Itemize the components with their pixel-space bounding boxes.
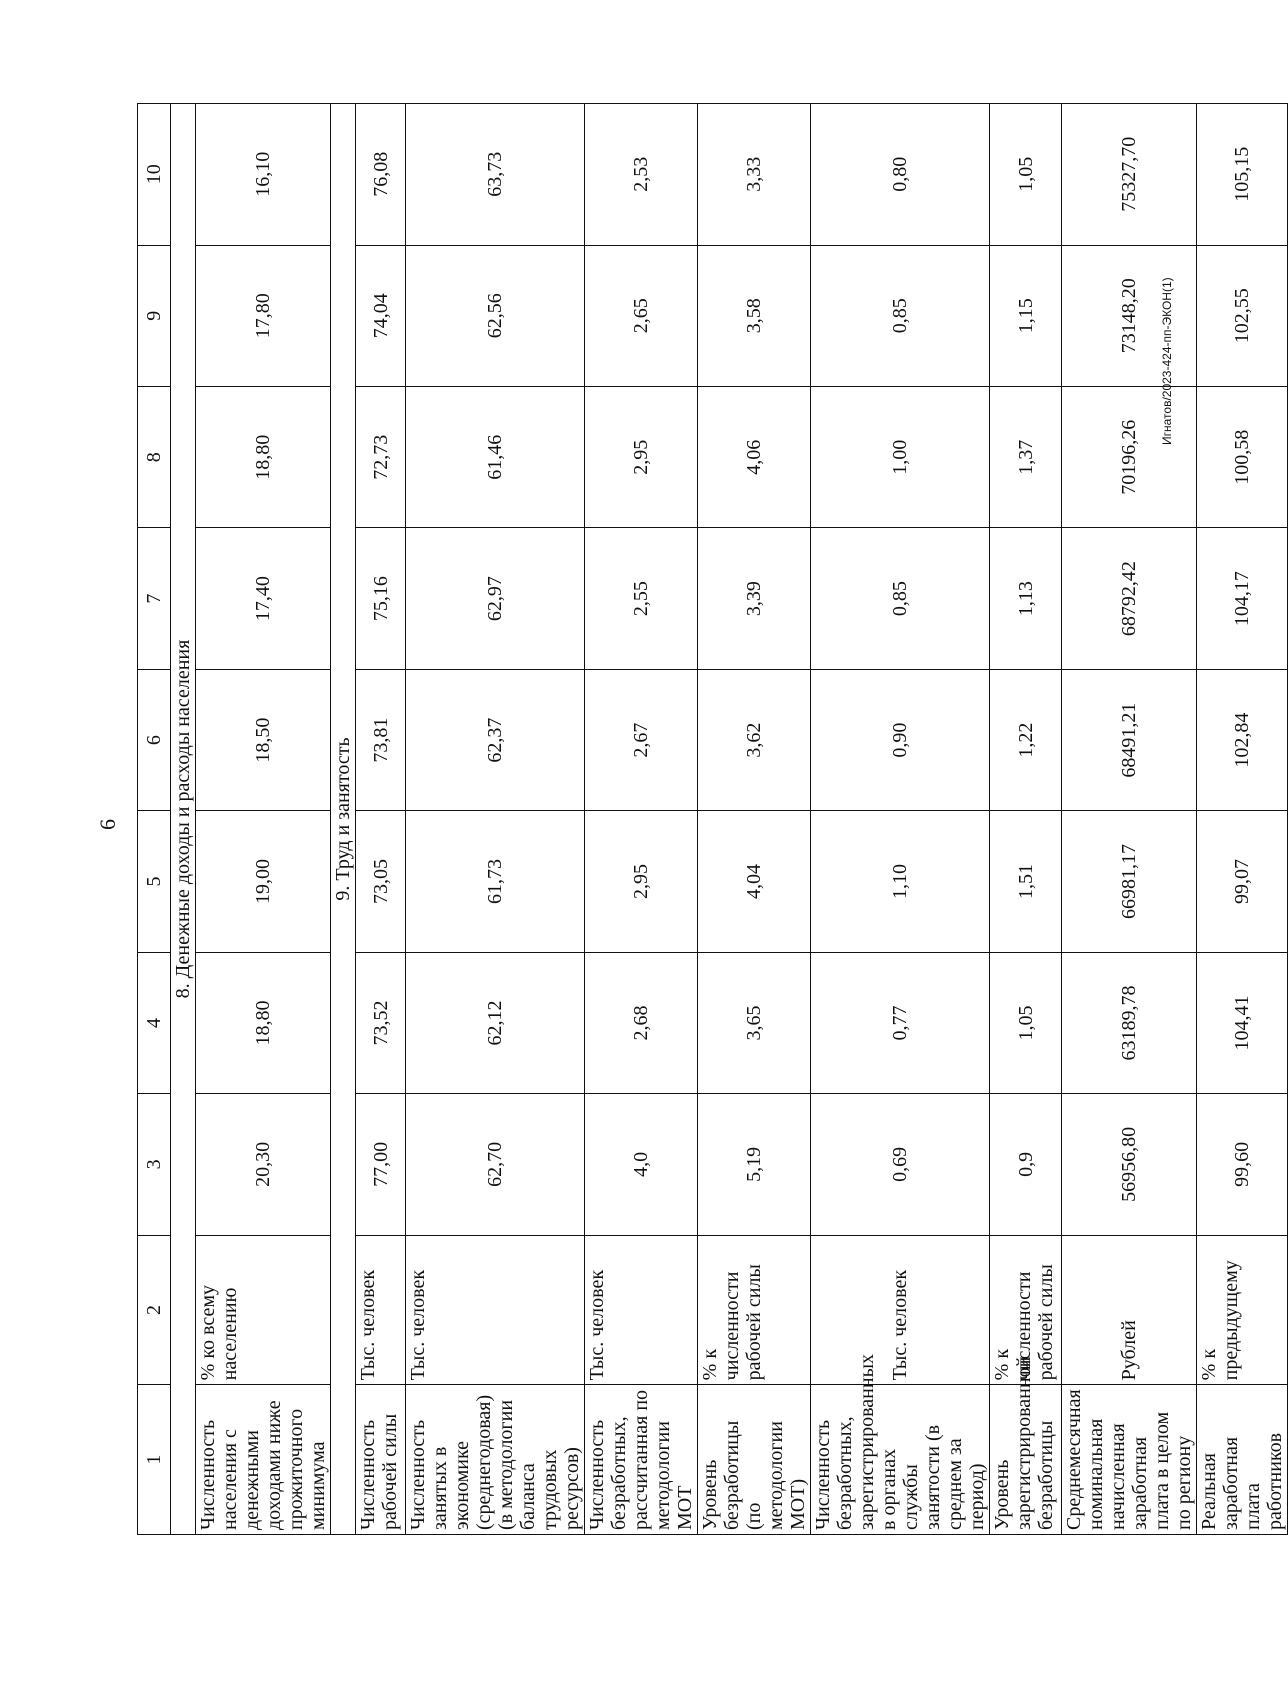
value-cell: 75327,70 — [1062, 104, 1197, 246]
value-cell: 1,13 — [990, 528, 1062, 669]
value-cell: 73,05 — [356, 811, 406, 952]
value-cell: 4,06 — [698, 387, 811, 528]
value-cell: 1,05 — [990, 104, 1062, 246]
column-number: 4 — [138, 952, 171, 1093]
table-row — [1197, 104, 1288, 1535]
value-cell: 62,56 — [406, 245, 585, 386]
value-cell: 1,37 — [990, 387, 1062, 528]
table-row — [698, 104, 811, 1535]
document-code: Игнатов/2023-424-пп-ЭКОН(1) — [1160, 277, 1174, 445]
value-cell: 102,84 — [1197, 669, 1288, 810]
column-number: 5 — [138, 811, 171, 952]
value-cell: 68491,21 — [1062, 669, 1197, 810]
value-cell: 1,15 — [990, 245, 1062, 386]
value-cell: 18,80 — [196, 952, 331, 1093]
column-number-row — [138, 104, 171, 1535]
value-cell: 18,80 — [196, 387, 331, 528]
table-row — [196, 104, 331, 1535]
indicator-name: Численность безработных, рассчитанная по методологии МОТ — [585, 1385, 698, 1535]
value-cell: 4,04 — [698, 811, 811, 952]
value-cell: 0,77 — [811, 952, 990, 1093]
value-cell: 63189,78 — [1062, 952, 1197, 1093]
table-row — [356, 104, 406, 1535]
value-cell: 0,85 — [811, 245, 990, 386]
value-cell: 17,80 — [196, 245, 331, 386]
value-cell: 2,67 — [585, 669, 698, 810]
value-cell: 73,81 — [356, 669, 406, 810]
value-cell: 18,50 — [196, 669, 331, 810]
column-number: 10 — [138, 104, 171, 246]
column-number: 9 — [138, 245, 171, 386]
indicator-name: Среднемесячная номинальная начисленная заработная плата в целом по региону — [1062, 1385, 1197, 1535]
value-cell: 105,15 — [1197, 104, 1288, 246]
column-number: 3 — [138, 1094, 171, 1235]
page-number: 6 — [95, 819, 120, 830]
value-cell: 3,39 — [698, 528, 811, 669]
value-cell: 99,60 — [1197, 1094, 1288, 1235]
value-cell: 2,95 — [585, 387, 698, 528]
value-cell: 1,00 — [811, 387, 990, 528]
indicator-name: Численность занятых в экономике (среднегодовая) (в методологии баланса трудовых ресурсов) — [406, 1385, 585, 1535]
section-title: 8. Денежные доходы и расходы населения — [171, 104, 196, 1535]
value-cell: 73,52 — [356, 952, 406, 1093]
value-cell: 2,55 — [585, 528, 698, 669]
value-cell: 61,73 — [406, 811, 585, 952]
value-cell: 2,65 — [585, 245, 698, 386]
table-row — [406, 104, 585, 1535]
value-cell: 75,16 — [356, 528, 406, 669]
value-cell: 74,04 — [356, 245, 406, 386]
value-cell: 68792,42 — [1062, 528, 1197, 669]
indicator-unit: Тыс. человек — [585, 1235, 698, 1385]
value-cell: 0,90 — [811, 669, 990, 810]
value-cell: 0,69 — [811, 1094, 990, 1235]
value-cell: 2,68 — [585, 952, 698, 1093]
value-cell: 104,41 — [1197, 952, 1288, 1093]
value-cell: 61,46 — [406, 387, 585, 528]
indicator-unit: % к численности рабочей силы — [990, 1235, 1062, 1385]
table-row — [811, 104, 990, 1535]
value-cell: 3,58 — [698, 245, 811, 386]
value-cell: 17,40 — [196, 528, 331, 669]
table-row — [1062, 104, 1197, 1535]
section-title: 9. Труд и занятость — [331, 104, 356, 1535]
value-cell: 56956,80 — [1062, 1094, 1197, 1235]
indicator-name: Уровень зарегистрированной безработицы — [990, 1385, 1062, 1535]
value-cell: 99,07 — [1197, 811, 1288, 952]
value-cell: 62,70 — [406, 1094, 585, 1235]
indicator-unit: Тыс. человек — [406, 1235, 585, 1385]
indicator-name: Численность населения с денежными доходами ниже прожиточного минимума — [196, 1385, 331, 1535]
indicators-table — [137, 103, 1288, 1535]
indicator-unit: Тыс. человек — [811, 1235, 990, 1385]
value-cell: 102,55 — [1197, 245, 1288, 386]
value-cell: 20,30 — [196, 1094, 331, 1235]
value-cell: 77,00 — [356, 1094, 406, 1235]
value-cell: 3,65 — [698, 952, 811, 1093]
value-cell: 5,19 — [698, 1094, 811, 1235]
column-number: 8 — [138, 387, 171, 528]
value-cell: 63,73 — [406, 104, 585, 246]
value-cell: 1,51 — [990, 811, 1062, 952]
value-cell: 16,10 — [196, 104, 331, 246]
value-cell: 0,85 — [811, 528, 990, 669]
value-cell: 19,00 — [196, 811, 331, 952]
column-number: 2 — [138, 1235, 171, 1385]
indicator-unit: % к предыдущему — [1197, 1235, 1288, 1385]
value-cell: 72,73 — [356, 387, 406, 528]
value-cell: 4,0 — [585, 1094, 698, 1235]
value-cell: 2,95 — [585, 811, 698, 952]
indicator-name: Численность безработных, зарегистрированных в органах службы занятости (в среднем за период) — [811, 1385, 990, 1535]
column-number: 1 — [138, 1385, 171, 1535]
indicator-unit: Рублей — [1062, 1235, 1197, 1385]
value-cell: 76,08 — [356, 104, 406, 246]
indicator-name: Уровень безработицы (по методологии МОТ) — [698, 1385, 811, 1535]
table-row — [990, 104, 1062, 1535]
indicator-unit: Тыс. человек — [356, 1235, 406, 1385]
column-number: 6 — [138, 669, 171, 810]
value-cell: 1,10 — [811, 811, 990, 952]
indicator-unit: % ко всему населению — [196, 1235, 331, 1385]
section-heading-row — [331, 104, 356, 1535]
value-cell: 70196,26 — [1062, 387, 1197, 528]
section-heading-row — [171, 104, 196, 1535]
table-row — [585, 104, 698, 1535]
value-cell: 3,62 — [698, 669, 811, 810]
indicator-unit: % к численности рабочей силы — [698, 1235, 811, 1385]
value-cell: 2,53 — [585, 104, 698, 246]
value-cell: 1,05 — [990, 952, 1062, 1093]
indicator-name: Реальная заработная плата работников — [1197, 1385, 1288, 1535]
column-number: 7 — [138, 528, 171, 669]
value-cell: 104,17 — [1197, 528, 1288, 669]
value-cell: 0,9 — [990, 1094, 1062, 1235]
value-cell: 62,37 — [406, 669, 585, 810]
value-cell: 62,97 — [406, 528, 585, 669]
value-cell: 3,33 — [698, 104, 811, 246]
value-cell: 66981,17 — [1062, 811, 1197, 952]
value-cell: 0,80 — [811, 104, 990, 246]
value-cell: 73148,20 — [1062, 245, 1197, 386]
value-cell: 1,22 — [990, 669, 1062, 810]
value-cell: 62,12 — [406, 952, 585, 1093]
indicator-name: Численность рабочей силы — [356, 1385, 406, 1535]
value-cell: 100,58 — [1197, 387, 1288, 528]
